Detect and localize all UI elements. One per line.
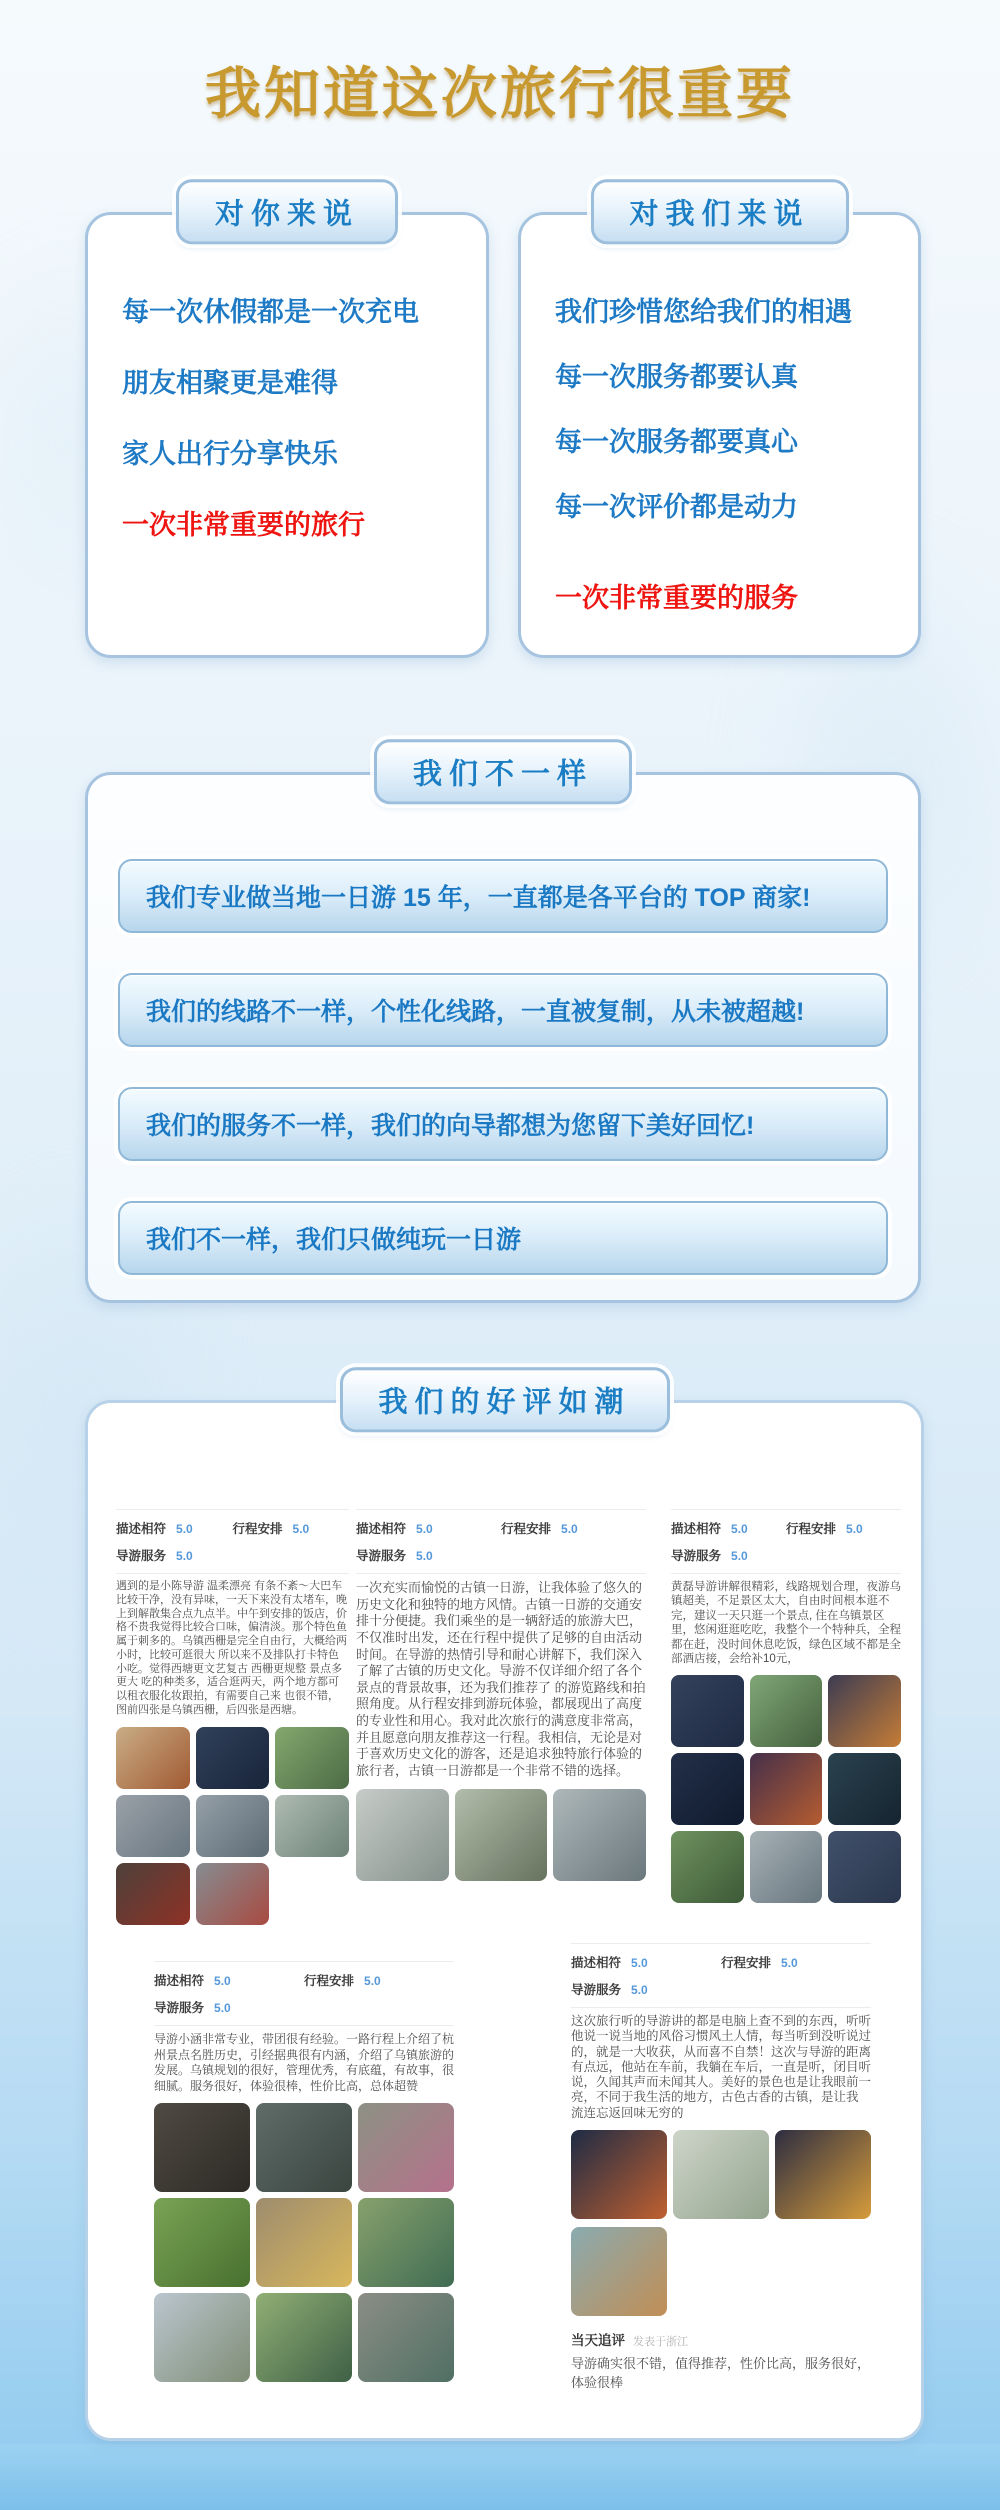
rating-score: 5.0 [214, 2001, 231, 2015]
review-photo[interactable] [116, 1863, 190, 1925]
rating-label: 描述相符 [116, 1522, 167, 1536]
card-line: 每一次服务都要认真 [555, 362, 798, 392]
rating-label: 导游服务 [356, 1549, 407, 1563]
rating-score: 5.0 [731, 1549, 748, 1563]
review-photo[interactable] [750, 1675, 823, 1747]
rating-trip [233, 1519, 350, 1537]
rating-score: 5.0 [561, 1522, 578, 1536]
review-text: 遇到的是小陈导游 温柔漂亮 有条不紊～大巴车比较干净，没有异味，一天下来没有太堵车，晚上到解散集合点九点半。中午到安排的饭店，价格不贵我觉得比较合口味，偏清淡。那个特色鱼属于刺多的。乌镇西栅是完全自由行，大概给两小时，比较可逛很大 所以来不及排队打卡特色小吃。觉得西塘更文艺复古 西栅更规整 景点多 更大 吃的种类多，适合逛两天，两个地方都可以租衣服化妆跟拍，有需要自己来 也很不错，图前四张是乌镇西栅，后四张是西塘。 [116, 1580, 347, 1716]
review-card [356, 1503, 646, 1881]
review-photo[interactable] [356, 1789, 449, 1881]
rating-rows [571, 1950, 871, 2001]
for-us-card [518, 196, 921, 658]
feature-row: 我们的线路不一样，个性化线路，一直被复制，从未被超越! [118, 973, 888, 1047]
rating-rows [154, 1968, 454, 2019]
review-photo[interactable] [256, 2293, 352, 2382]
review-photo[interactable] [673, 2130, 769, 2219]
rating-guide [154, 1998, 454, 2016]
card-line: 我们珍惜您给我们的相遇 [555, 297, 852, 327]
card-line: 每一次服务都要真心 [555, 427, 798, 457]
for-you-card [85, 196, 489, 658]
rating-score: 5.0 [846, 1522, 863, 1536]
rating-guide [116, 1546, 349, 1564]
rating-score: 5.0 [781, 1956, 798, 1970]
review-photo[interactable] [154, 2198, 250, 2287]
rating-score: 5.0 [416, 1549, 433, 1563]
divider [671, 1509, 901, 1510]
followup-text: 导游确实很不错，值得推荐，性价比高，服务很好，体验很棒 [571, 2355, 871, 2391]
rating-label: 描述相符 [154, 1974, 205, 1988]
reviews-section [85, 1384, 924, 2441]
rating-score: 5.0 [292, 1522, 310, 1536]
rating-label: 行程安排 [721, 1956, 772, 1970]
followup-meta: 发表于浙江 [633, 2335, 688, 2348]
rating-score: 5.0 [176, 1549, 193, 1563]
rating-trip [304, 1971, 454, 1989]
review-photo-grid [116, 1727, 349, 1925]
review-photo[interactable] [358, 2198, 454, 2287]
rating-score: 5.0 [731, 1522, 748, 1536]
review-photo[interactable] [154, 2293, 250, 2382]
feature-row: 我们专业做当地一日游 15 年，一直都是各平台的 TOP 商家! [118, 859, 888, 933]
review-photo[interactable] [571, 2130, 667, 2219]
feature-row: 我们的服务不一样，我们的向导都想为您留下美好回忆! [118, 1087, 888, 1161]
rating-rows [671, 1516, 901, 1567]
followup-label: 当天追评 [571, 2332, 625, 2348]
review-photo[interactable] [154, 2103, 250, 2192]
divider [154, 2025, 454, 2026]
card-line: 朋友相聚更是难得 [122, 368, 338, 398]
review-photo[interactable] [671, 1753, 744, 1825]
rating-label: 导游服务 [116, 1549, 167, 1563]
review-photo[interactable] [196, 1795, 270, 1857]
rating-label: 描述相符 [571, 1956, 622, 1970]
rating-score: 5.0 [364, 1974, 381, 1988]
rating-score: 5.0 [214, 1974, 231, 1988]
card-line: 每一次评价都是动力 [555, 492, 798, 522]
we-are-different-header-pill: 我们不一样 [374, 739, 632, 804]
rating-rows [116, 1516, 349, 1567]
we-are-different-section [85, 756, 921, 1303]
page-title: 我知道这次旅行很重要 [205, 62, 795, 125]
rating-rows [356, 1516, 646, 1567]
review-photo[interactable] [553, 1789, 646, 1881]
rating-score: 5.0 [631, 1983, 648, 1997]
rating-guide [671, 1546, 901, 1564]
rating-label: 导游服务 [671, 1549, 722, 1563]
for-you-lines [88, 215, 486, 583]
rating-label: 导游服务 [154, 2001, 205, 2015]
feature-rows [88, 775, 918, 1275]
review-photo[interactable] [116, 1727, 190, 1789]
review-photo[interactable] [196, 1727, 270, 1789]
review-photo[interactable] [196, 1863, 270, 1925]
divider [356, 1573, 646, 1574]
review-photo[interactable] [358, 2293, 454, 2382]
review-text: 导游小涵非常专业，带团很有经验。一路行程上介绍了杭州景点名胜历史，引经据典很有内涵，介绍了乌镇旅游的发展。乌镇规划的很好，管理优秀，有底蕴，有故事，很细腻。服务很好，体验很棒，性价比高，总体超赞 [154, 2032, 455, 2093]
review-photo[interactable] [750, 1831, 823, 1903]
feature-row: 我们不一样，我们只做纯玩一日游 [118, 1201, 888, 1275]
rating-label: 描述相符 [671, 1522, 722, 1536]
rating-desc [571, 1953, 721, 1971]
for-us-lines [521, 215, 918, 650]
rating-score: 5.0 [416, 1522, 433, 1536]
divider [671, 1573, 901, 1574]
review-photo[interactable] [671, 1675, 744, 1747]
followup-head [571, 2329, 871, 2349]
review-text: 这次旅行听的导游讲的都是电脑上查不到的东西，听听他说一说当地的风俗习惯风土人情，每当听到没听说过的，就是一大收获，从而喜不自禁！这次与导游的距离有点远，他站在车前，我躺在车后，一直是听，闭目听说，久闻其声而未闻其人。美好的景色也是让我眼前一亮，不同于我生活的地方，古色古香的古镇，是让我 流连忘返回味无穷的 [571, 2014, 872, 2120]
divider [154, 1961, 454, 1962]
review-photo[interactable] [358, 2103, 454, 2192]
rating-label: 行程安排 [232, 1522, 283, 1536]
rating-trip [721, 1953, 871, 1971]
divider [571, 2007, 871, 2008]
review-photo-grid [571, 2130, 871, 2219]
review-photo[interactable] [455, 1789, 548, 1881]
review-photo[interactable] [828, 1675, 901, 1747]
rating-desc [356, 1519, 501, 1537]
review-photo[interactable] [828, 1753, 901, 1825]
review-card [154, 1955, 454, 2382]
rating-guide [571, 1980, 871, 1998]
review-photo[interactable] [775, 2130, 871, 2219]
rating-score: 5.0 [176, 1522, 193, 1536]
review-photo[interactable] [275, 1795, 349, 1857]
review-photo[interactable] [256, 2103, 352, 2192]
divider [116, 1509, 349, 1510]
review-photo[interactable] [116, 1795, 190, 1857]
rating-label: 行程安排 [501, 1522, 552, 1536]
rating-label: 导游服务 [571, 1983, 622, 1997]
for-you-header-pill: 对你来说 [176, 179, 398, 244]
reviews-header-pill: 我们的好评如潮 [339, 1367, 669, 1432]
divider [356, 1509, 646, 1510]
review-photo[interactable] [256, 2198, 352, 2287]
review-card [571, 1937, 871, 2393]
footer-band [0, 2444, 1000, 2510]
review-photo[interactable] [275, 1727, 349, 1789]
review-photo-grid [356, 1789, 646, 1881]
review-photo[interactable] [750, 1753, 823, 1825]
rating-desc [154, 1971, 304, 1989]
review-text: 黄磊导游讲解很精彩，线路规划合理，夜游乌镇超美，不足景区太大，自由时间根本逛不完，建议一天只逛一个景点, 住在乌镇景区里，悠闲逛逛吃吃，我整个一个特种兵，全程都在赶，没时间休息吃饭，绿色区域不都是全部酒店接，会给补10元， [671, 1581, 901, 1665]
review-text: 一次充实而愉悦的古镇一日游，让我体验了悠久的历史文化和独特的地方风情。古镇一日游的交通安排十分便捷。我们乘坐的是一辆舒适的旅游大巴，不仅准时出发，还在行程中提供了足够的自由活动时间。在导游的热情引导和耐心讲解下，我们深入了解了古镇的历史文化。导游不仅详细介绍了各个景点的背景故事，还为我们推荐了 的游览路线和拍照角度。从行程安排到游玩体验，都展现出了高度的专业性和用心。我对此次旅行的满意度非常高，并且愿意向朋友推荐这一行程。我相信，无论是对于喜欢历史文化的游客，还是追求独特旅行体验的旅行者，古镇一日游都是一个非常不错的选择。 [356, 1580, 646, 1778]
review-photo-grid [154, 2103, 454, 2382]
rating-label: 行程安排 [786, 1522, 837, 1536]
review-card [116, 1503, 349, 1925]
review-card [671, 1503, 901, 1903]
rating-desc [116, 1519, 233, 1537]
rating-label: 描述相符 [356, 1522, 407, 1536]
rating-guide [356, 1546, 646, 1564]
review-photo-grid [671, 1675, 901, 1903]
rating-label: 行程安排 [304, 1974, 355, 1988]
review-photo[interactable] [671, 1831, 744, 1903]
divider [116, 1573, 349, 1574]
card-line: 每一次休假都是一次充电 [122, 297, 419, 327]
card-highlight-line: 一次非常重要的旅行 [122, 510, 365, 540]
rating-desc [671, 1519, 786, 1537]
card-highlight-line: 一次非常重要的服务 [555, 583, 798, 613]
card-line: 家人出行分享快乐 [122, 439, 338, 469]
for-us-header-pill: 对我们来说 [590, 179, 848, 244]
followup-photo[interactable] [571, 2227, 667, 2316]
rating-trip [501, 1519, 646, 1537]
divider [571, 1943, 871, 1944]
rating-score: 5.0 [631, 1956, 648, 1970]
rating-trip [786, 1519, 901, 1537]
review-photo[interactable] [828, 1831, 901, 1903]
